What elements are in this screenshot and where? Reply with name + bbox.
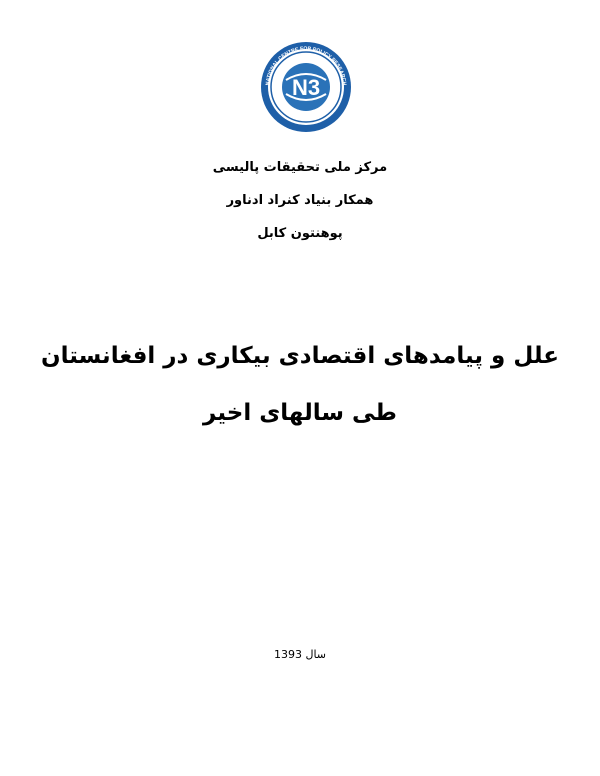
logo-monogram: N3 [291, 75, 321, 100]
org-partner-kas: همکار بنیاد کنراد ادناور [226, 193, 374, 208]
ncpr-seal-icon [259, 40, 353, 134]
logo-ring-text-bottom: In collaboration with Konrad Adenauer Stiftung [272, 90, 340, 117]
document-title-line1: علل و پیامدهای اقتصادی بیکاری در افغانستان [41, 343, 559, 369]
logo-ring-text-top: NATIONAL CENTRE FOR POLICY RESEARCH [264, 45, 348, 86]
org-university: پوهنتون کابل [257, 226, 343, 241]
document-title-line2: طی سالهای اخیر [203, 400, 397, 426]
ncpr-logo [259, 40, 353, 134]
org-name-ncpr: مرکز ملی تحقیقات پالیسی [212, 160, 388, 175]
publication-year: سال 1393 [273, 648, 327, 661]
